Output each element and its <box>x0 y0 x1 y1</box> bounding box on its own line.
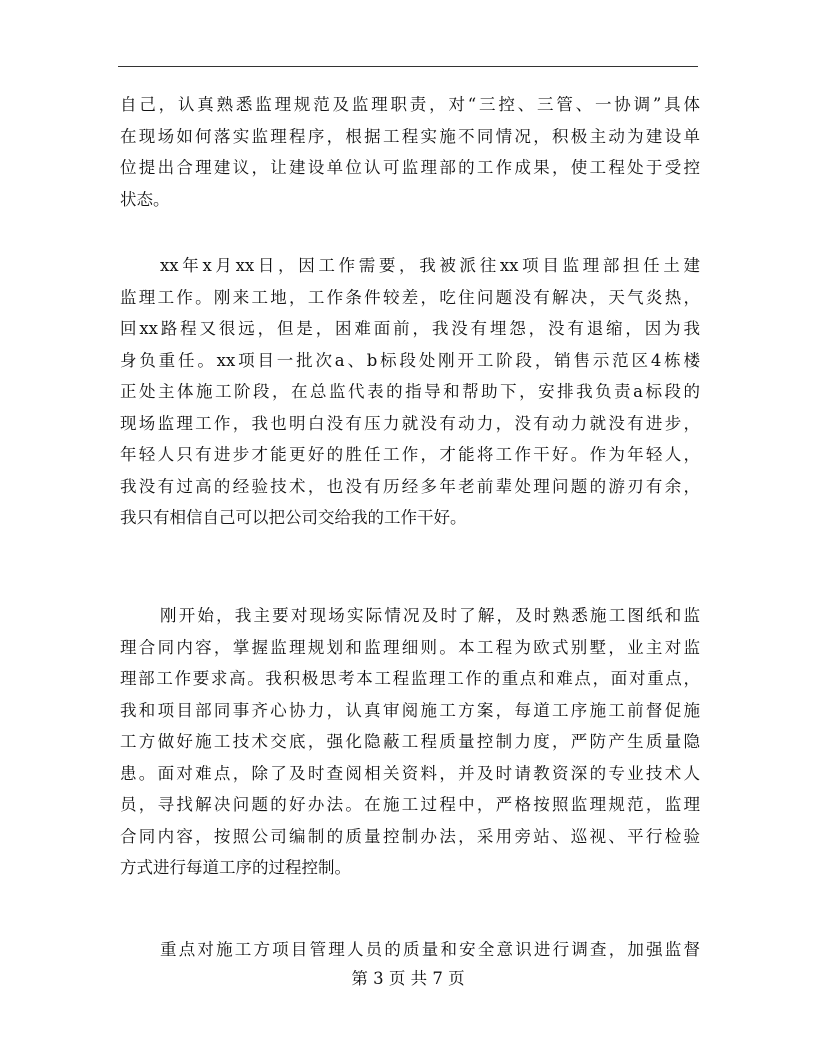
paragraph-line: 我和项目部同事齐心协力，认真审阅施工方案，每道工序施工前督促施 <box>120 700 700 720</box>
paragraph-line: 工方做好施工技术交底，强化隐蔽工程质量控制力度，严防产生质量隐 <box>120 732 700 751</box>
paragraph-3 <box>120 600 700 884</box>
paragraph-line: 年轻人只有进步才能更好的胜任工作，才能将工作干好。作为年轻人， <box>120 445 700 464</box>
header-rule <box>118 66 698 67</box>
paragraph-line: 重点对施工方项目管理人员的质量和安全意识进行调查，加强监督 <box>160 940 700 959</box>
paragraph-2 <box>120 250 700 534</box>
paragraph-line: 位提出合理建议，让建设单位认可监理部的工作成果，使工程处于受控 <box>120 158 700 177</box>
paragraph-line: 身负重任。xx项目一批次a、b标段处刚开工阶段，销售示范区4栋楼 <box>120 350 700 370</box>
paragraph-line: 员，寻找解决问题的好办法。在施工过程中，严格按照监理规范，监理 <box>120 795 700 814</box>
paragraph-line: 状态。 <box>120 189 170 209</box>
paragraph-1 <box>120 89 700 215</box>
page-number: 第 3 页 共 7 页 <box>351 969 465 988</box>
paragraph-line: 方式进行每道工序的过程控制。 <box>120 858 351 877</box>
paragraph-line: 现场监理工作，我也明白没有压力就没有动力，没有动力就没有进步， <box>120 413 700 433</box>
paragraph-line: 刚开始，我主要对现场实际情况及时了解，及时熟悉施工图纸和监 <box>160 606 700 625</box>
paragraph-line: 理部工作要求高。我积极思考本工程监理工作的重点和难点，面对重点， <box>120 669 700 688</box>
paragraph-line: 患。面对难点，除了及时查阅相关资料，并及时请教资深的专业技术人 <box>120 763 700 783</box>
paragraph-line: 正处主体施工阶段，在总监代表的指导和帮助下，安排我负责a标段的 <box>120 382 700 401</box>
paragraph-4 <box>120 934 700 966</box>
paragraph-line: 合同内容，按照公司编制的质量控制办法，采用旁站、巡视、平行检验 <box>120 826 700 846</box>
paragraph-line: xx年x月xx日，因工作需要，我被派往xx项目监理部担任土建 <box>160 256 700 275</box>
paragraph-line: 我只有相信自己可以把公司交给我的工作干好。 <box>120 508 467 527</box>
paragraph-line: 回xx路程又很远，但是，困难面前，我没有埋怨，没有退缩，因为我 <box>120 319 700 338</box>
paragraph-line: 监理工作。刚来工地，工作条件较差，吃住问题没有解决，天气炎热， <box>120 287 700 307</box>
paragraph-line: 自己，认真熟悉监理规范及监理职责，对“三控、三管、一协调”具体 <box>120 95 700 114</box>
paragraph-line: 在现场如何落实监理程序，根据工程实施不同情况，积极主动为建设单 <box>120 126 700 146</box>
paragraph-line: 我没有过高的经验技术，也没有历经多年老前辈处理问题的游刃有余， <box>120 476 700 496</box>
paragraph-line: 理合同内容，掌握监理规划和监理细则。本工程为欧式别墅，业主对监 <box>120 637 700 657</box>
